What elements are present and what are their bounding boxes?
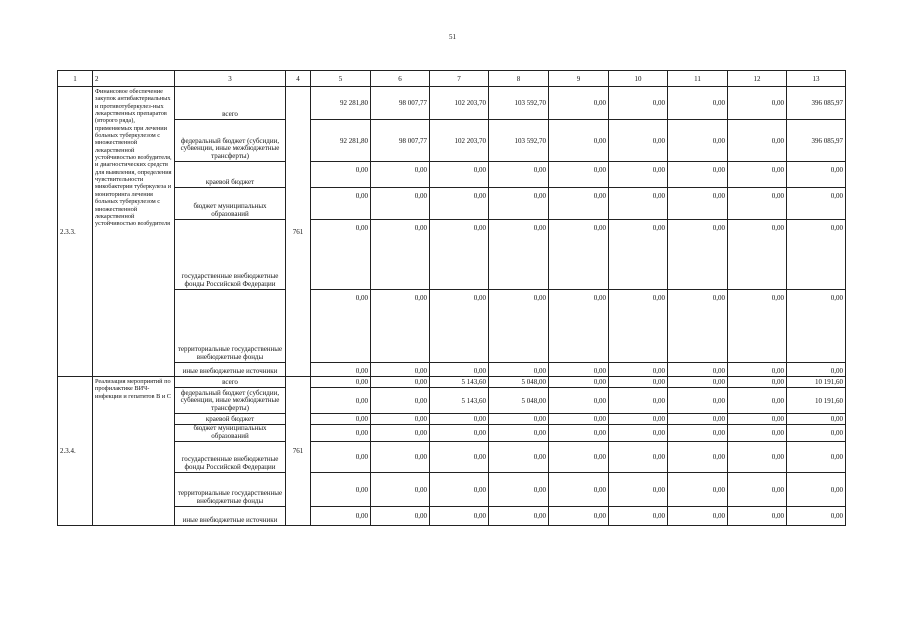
value-cell: 0,00 — [609, 507, 668, 526]
header-cell: 1 — [58, 71, 93, 87]
value-cell: 0,00 — [489, 473, 549, 507]
value-cell: 0,00 — [311, 388, 371, 414]
value-cell: 0,00 — [489, 220, 549, 290]
header-cell: 13 — [787, 71, 846, 87]
value-cell: 0,00 — [787, 442, 846, 473]
value-cell: 0,00 — [728, 425, 787, 442]
value-cell: 0,00 — [311, 290, 371, 363]
value-cell: 0,00 — [668, 473, 728, 507]
value-cell: 0,00 — [371, 425, 430, 442]
header-cell: 4 — [286, 71, 311, 87]
value-cell: 0,00 — [549, 363, 609, 377]
funding-source: иные внебюджетные источники — [175, 363, 286, 377]
table-row — [58, 507, 846, 526]
value-cell: 0,00 — [787, 425, 846, 442]
value-cell: 92 281,80 — [311, 120, 371, 162]
value-cell: 0,00 — [549, 220, 609, 290]
funding-source: бюджет муниципальных образований — [175, 188, 286, 220]
value-cell: 0,00 — [668, 414, 728, 425]
value-cell: 0,00 — [728, 377, 787, 388]
value-cell: 0,00 — [430, 220, 489, 290]
value-cell: 0,00 — [728, 162, 787, 188]
value-cell: 0,00 — [311, 425, 371, 442]
value-cell: 98 007,77 — [371, 87, 430, 120]
kbk-code: 761 — [286, 377, 311, 526]
value-cell: 98 007,77 — [371, 120, 430, 162]
value-cell: 0,00 — [489, 363, 549, 377]
value-cell: 5 048,00 — [489, 377, 549, 388]
value-cell: 0,00 — [787, 290, 846, 363]
value-cell: 0,00 — [728, 507, 787, 526]
value-cell: 5 048,00 — [489, 388, 549, 414]
value-cell: 0,00 — [371, 473, 430, 507]
value-cell: 0,00 — [728, 188, 787, 220]
value-cell: 0,00 — [549, 188, 609, 220]
value-cell: 0,00 — [728, 388, 787, 414]
funding-source: краевой бюджет — [175, 162, 286, 188]
budget-table — [57, 70, 846, 526]
header-cell: 3 — [175, 71, 286, 87]
value-cell: 0,00 — [311, 188, 371, 220]
table-row — [58, 87, 846, 120]
value-cell: 0,00 — [549, 473, 609, 507]
value-cell: 0,00 — [787, 473, 846, 507]
value-cell: 0,00 — [668, 425, 728, 442]
value-cell: 0,00 — [371, 188, 430, 220]
table-row — [58, 290, 846, 363]
header-cell: 6 — [371, 71, 430, 87]
value-cell: 0,00 — [668, 120, 728, 162]
measure-name: Финансовое обеспечение закупок антибактериальных и противотуберкулез-ных лекарственных препаратов (второго ряда), применяемых при лечении больных туберкулезом с множественной лекарственной устойчивостью возбудителя, и диагностических средств для выявления, определения чувствительности микобактерии туберкулеза и мониторинга лечения больных туберкулезом с множественной лекарственной устойчивостью возбудителя — [93, 87, 175, 377]
value-cell: 0,00 — [728, 87, 787, 120]
header-cell: 11 — [668, 71, 728, 87]
page-number: 51 — [449, 33, 456, 41]
value-cell: 0,00 — [787, 363, 846, 377]
value-cell: 0,00 — [668, 87, 728, 120]
header-cell: 5 — [311, 71, 371, 87]
value-cell: 0,00 — [668, 290, 728, 363]
table-row — [58, 473, 846, 507]
funding-source: краевой бюджет — [175, 414, 286, 425]
value-cell: 0,00 — [430, 414, 489, 425]
value-cell: 0,00 — [371, 442, 430, 473]
value-cell: 10 191,60 — [787, 388, 846, 414]
value-cell: 0,00 — [668, 162, 728, 188]
value-cell: 0,00 — [609, 377, 668, 388]
value-cell: 0,00 — [668, 377, 728, 388]
table-row — [58, 442, 846, 473]
value-cell: 103 592,70 — [489, 87, 549, 120]
funding-source: федеральный бюджет (субсидии, субвенции, иные межбюджетные трансферты) — [175, 388, 286, 414]
value-cell: 0,00 — [371, 162, 430, 188]
value-cell: 0,00 — [549, 87, 609, 120]
value-cell: 0,00 — [787, 414, 846, 425]
value-cell: 0,00 — [489, 414, 549, 425]
table-row — [58, 162, 846, 188]
funding-source: федеральный бюджет (субсидии, субвенции, иные межбюджетные трансферты) — [175, 120, 286, 162]
value-cell: 0,00 — [549, 377, 609, 388]
funding-source: государственные внебюджетные фонды Российской Федерации — [175, 442, 286, 473]
funding-source: иные внебюджетные источники — [175, 507, 286, 526]
value-cell: 0,00 — [371, 377, 430, 388]
value-cell: 0,00 — [311, 414, 371, 425]
value-cell: 102 203,70 — [430, 120, 489, 162]
value-cell: 0,00 — [371, 507, 430, 526]
value-cell: 0,00 — [311, 442, 371, 473]
value-cell: 0,00 — [549, 290, 609, 363]
value-cell: 0,00 — [311, 363, 371, 377]
value-cell: 0,00 — [430, 363, 489, 377]
value-cell: 0,00 — [371, 220, 430, 290]
value-cell: 5 143,60 — [430, 377, 489, 388]
table-row — [58, 120, 846, 162]
value-cell: 0,00 — [609, 220, 668, 290]
value-cell: 0,00 — [430, 188, 489, 220]
value-cell: 102 203,70 — [430, 87, 489, 120]
value-cell: 0,00 — [311, 162, 371, 188]
value-cell: 92 281,80 — [311, 87, 371, 120]
value-cell: 0,00 — [787, 188, 846, 220]
value-cell: 0,00 — [430, 162, 489, 188]
funding-source: территориальные государственные внебюджетные фонды — [175, 290, 286, 363]
value-cell: 5 143,60 — [430, 388, 489, 414]
value-cell: 0,00 — [609, 442, 668, 473]
value-cell: 0,00 — [728, 363, 787, 377]
value-cell: 0,00 — [549, 425, 609, 442]
value-cell: 0,00 — [728, 442, 787, 473]
value-cell: 0,00 — [728, 473, 787, 507]
value-cell: 0,00 — [668, 388, 728, 414]
funding-source: всего — [175, 377, 286, 388]
header-cell: 12 — [728, 71, 787, 87]
funding-source: территориальные государственные внебюджетные фонды — [175, 473, 286, 507]
table-row — [58, 363, 846, 377]
value-cell: 0,00 — [311, 377, 371, 388]
value-cell: 0,00 — [489, 162, 549, 188]
table-row — [58, 388, 846, 414]
value-cell: 0,00 — [549, 388, 609, 414]
value-cell: 0,00 — [728, 290, 787, 363]
table-row — [58, 188, 846, 220]
value-cell: 0,00 — [489, 290, 549, 363]
value-cell: 0,00 — [371, 290, 430, 363]
funding-source: всего — [175, 87, 286, 120]
value-cell: 0,00 — [371, 363, 430, 377]
value-cell: 0,00 — [549, 120, 609, 162]
table-row — [58, 414, 846, 425]
row-code: 2.3.3. — [58, 87, 93, 377]
value-cell: 0,00 — [787, 220, 846, 290]
value-cell: 0,00 — [371, 414, 430, 425]
header-cell: 7 — [430, 71, 489, 87]
value-cell: 0,00 — [489, 188, 549, 220]
value-cell: 0,00 — [371, 388, 430, 414]
value-cell: 0,00 — [430, 442, 489, 473]
value-cell: 103 592,70 — [489, 120, 549, 162]
value-cell: 396 085,97 — [787, 120, 846, 162]
value-cell: 0,00 — [668, 442, 728, 473]
value-cell: 0,00 — [489, 442, 549, 473]
value-cell: 0,00 — [609, 425, 668, 442]
value-cell: 0,00 — [609, 363, 668, 377]
value-cell: 0,00 — [728, 220, 787, 290]
value-cell: 0,00 — [311, 220, 371, 290]
kbk-code: 761 — [286, 87, 311, 377]
value-cell: 0,00 — [609, 162, 668, 188]
header-cell: 9 — [549, 71, 609, 87]
value-cell: 0,00 — [668, 220, 728, 290]
value-cell: 0,00 — [668, 507, 728, 526]
value-cell: 0,00 — [609, 188, 668, 220]
value-cell: 0,00 — [430, 425, 489, 442]
value-cell: 0,00 — [668, 188, 728, 220]
value-cell: 0,00 — [609, 290, 668, 363]
value-cell: 0,00 — [430, 473, 489, 507]
value-cell: 0,00 — [609, 473, 668, 507]
funding-source: государственные внебюджетные фонды Российской Федерации — [175, 220, 286, 290]
value-cell: 10 191,60 — [787, 377, 846, 388]
header-cell: 2 — [93, 71, 175, 87]
table-row — [58, 425, 846, 442]
value-cell: 0,00 — [549, 442, 609, 473]
value-cell: 0,00 — [549, 414, 609, 425]
value-cell: 0,00 — [430, 507, 489, 526]
value-cell: 0,00 — [549, 162, 609, 188]
table-row — [58, 220, 846, 290]
value-cell: 0,00 — [668, 363, 728, 377]
measure-name: Реализация мероприятий по профилактике ВИЧ-инфекции и гепатитов В и С — [93, 377, 175, 526]
header-row — [58, 71, 846, 87]
value-cell: 0,00 — [489, 507, 549, 526]
value-cell: 0,00 — [311, 473, 371, 507]
header-cell: 8 — [489, 71, 549, 87]
funding-source: бюджет муниципальных образований — [175, 425, 286, 442]
value-cell: 0,00 — [787, 507, 846, 526]
value-cell: 0,00 — [311, 507, 371, 526]
value-cell: 0,00 — [489, 425, 549, 442]
row-code: 2.3.4. — [58, 377, 93, 526]
value-cell: 0,00 — [787, 162, 846, 188]
value-cell: 0,00 — [609, 388, 668, 414]
value-cell: 0,00 — [609, 120, 668, 162]
header-cell: 10 — [609, 71, 668, 87]
value-cell: 0,00 — [728, 120, 787, 162]
value-cell: 396 085,97 — [787, 87, 846, 120]
value-cell: 0,00 — [430, 290, 489, 363]
value-cell: 0,00 — [728, 414, 787, 425]
value-cell: 0,00 — [549, 507, 609, 526]
table-row — [58, 377, 846, 388]
value-cell: 0,00 — [609, 414, 668, 425]
value-cell: 0,00 — [609, 87, 668, 120]
